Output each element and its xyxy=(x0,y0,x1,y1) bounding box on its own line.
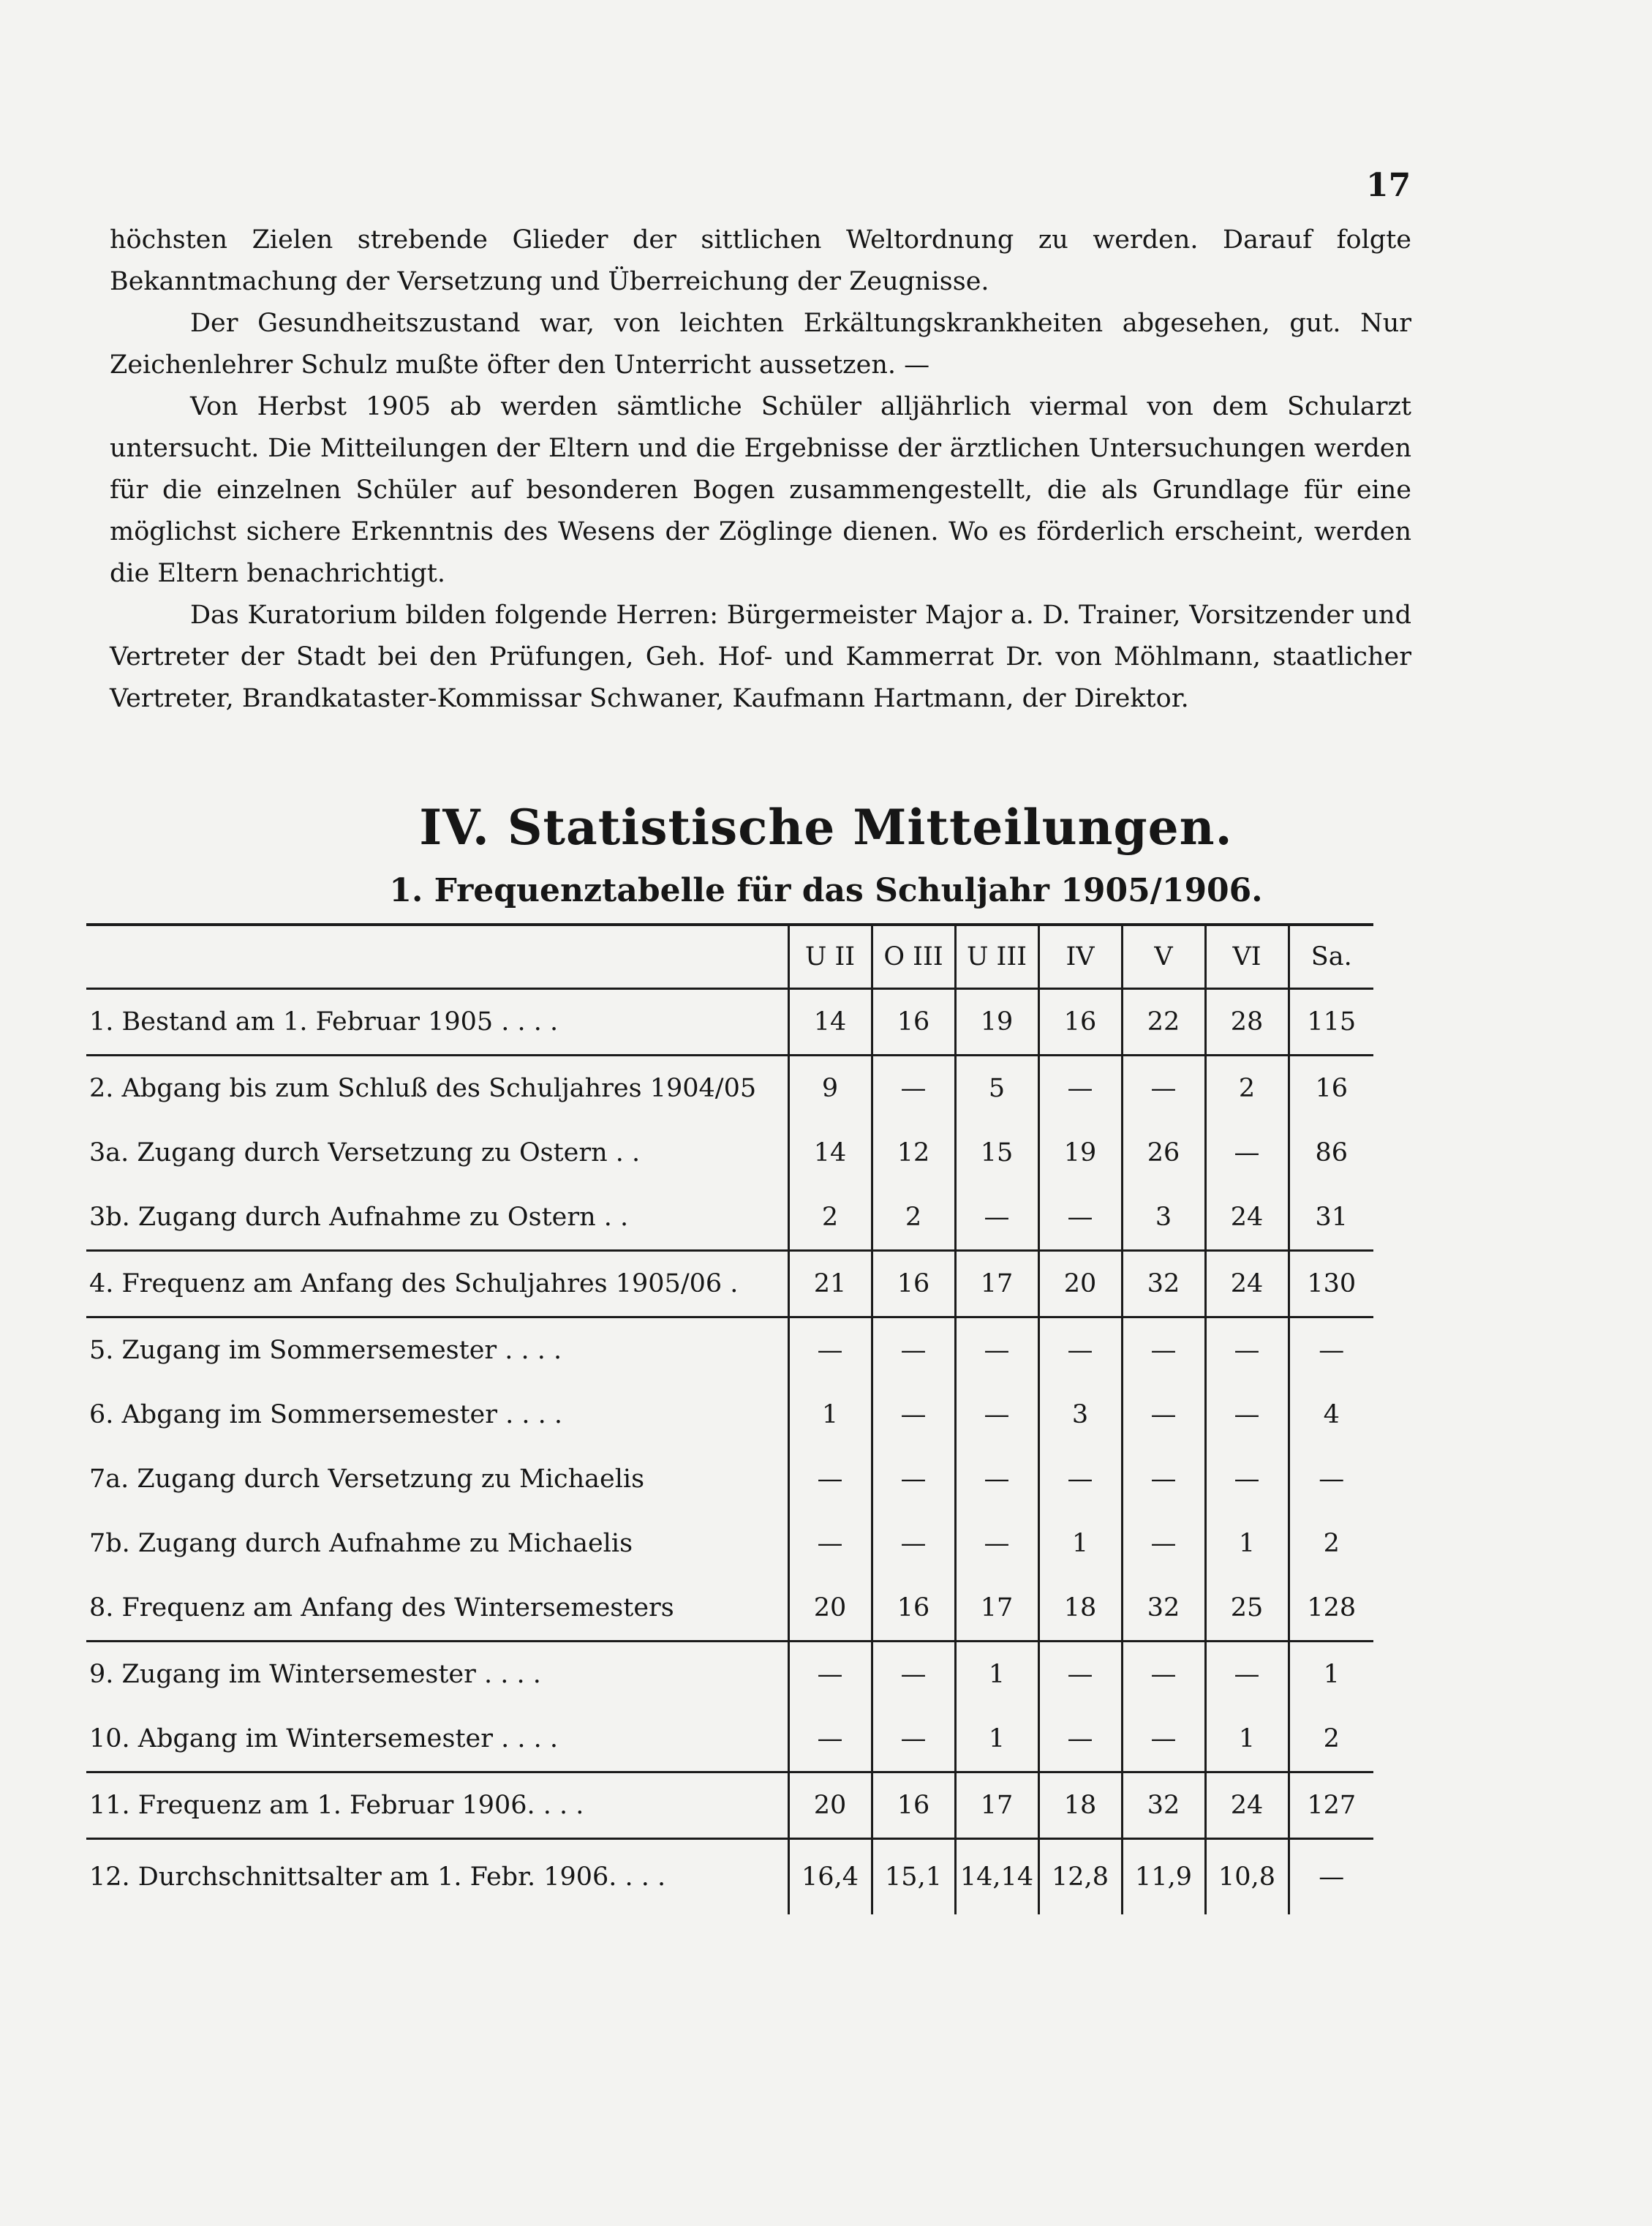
row-label: 5. Zugang im Sommersemester . . . . xyxy=(89,1336,562,1365)
table-cell: 2 xyxy=(872,1185,955,1251)
table-cell: — xyxy=(1205,1383,1289,1447)
table-cell: — xyxy=(788,1447,872,1511)
table-cell: — xyxy=(955,1317,1038,1383)
table-cell: — xyxy=(955,1185,1038,1251)
row-label: 6. Abgang im Sommersemester . . . . xyxy=(89,1400,562,1429)
table-cell: 1 xyxy=(1289,1642,1373,1707)
table-cell: — xyxy=(1122,1317,1205,1383)
table-cell: — xyxy=(872,1707,955,1772)
row-label: 3a. Zugang durch Versetzung zu Ostern . . xyxy=(89,1138,641,1167)
body-text xyxy=(110,219,1411,720)
table-cell: — xyxy=(955,1383,1038,1447)
page-number: 17 xyxy=(1366,167,1411,204)
table-cell: 12,8 xyxy=(1038,1839,1122,1915)
table-cell: 1 xyxy=(955,1642,1038,1707)
frequency-table xyxy=(86,923,1373,1914)
table-cell: 115 xyxy=(1289,989,1373,1056)
table-cell: 20 xyxy=(1038,1251,1122,1317)
table-cell: 16,4 xyxy=(788,1839,872,1915)
table-row xyxy=(86,1056,1373,1121)
table-cell: 24 xyxy=(1205,1251,1289,1317)
table-cell: — xyxy=(1122,1511,1205,1576)
table-cell: — xyxy=(788,1317,872,1383)
table-cell: 128 xyxy=(1289,1576,1373,1642)
table-row xyxy=(86,1511,1373,1576)
table-cell: 31 xyxy=(1289,1185,1373,1251)
table-cell: 2 xyxy=(1289,1707,1373,1772)
table-cell: 19 xyxy=(955,989,1038,1056)
table-cell: 127 xyxy=(1289,1772,1373,1839)
table-title: 1. Frequenztabelle für das Schuljahr 1905/1906. xyxy=(389,872,1263,909)
table-cell: — xyxy=(1205,1447,1289,1511)
table-cell: — xyxy=(872,1447,955,1511)
table-cell: 32 xyxy=(1122,1251,1205,1317)
table-cell: 1 xyxy=(955,1707,1038,1772)
table-row xyxy=(86,1707,1373,1772)
table-row xyxy=(86,1317,1373,1383)
table-cell: — xyxy=(1038,1185,1122,1251)
table-cell: — xyxy=(955,1511,1038,1576)
table-row xyxy=(86,989,1373,1056)
table-cell: 14,14 xyxy=(955,1839,1038,1915)
row-label: 3b. Zugang durch Aufnahme zu Ostern . . xyxy=(86,1185,788,1251)
table-cell: 12 xyxy=(872,1121,955,1185)
column-header: VI xyxy=(1205,925,1289,989)
row-label: 11. Frequenz am 1. Februar 1906. . . . xyxy=(86,1772,788,1839)
table-row xyxy=(86,1185,1373,1251)
table-cell: 4 xyxy=(1289,1383,1373,1447)
table-cell: — xyxy=(788,1511,872,1576)
table-header-row xyxy=(86,925,1373,989)
table-cell: — xyxy=(1205,1642,1289,1707)
table-cell: 25 xyxy=(1205,1576,1289,1642)
table-cell: 2 xyxy=(788,1185,872,1251)
table-cell: — xyxy=(1122,1383,1205,1447)
section-heading: IV. Statistische Mitteilungen. xyxy=(419,799,1233,856)
table-header-label-cell xyxy=(86,925,788,989)
table-cell: — xyxy=(788,1642,872,1707)
row-label: 8. Frequenz am Anfang des Wintersemesters xyxy=(86,1576,788,1642)
table-cell: — xyxy=(1038,1642,1122,1707)
table-cell: — xyxy=(955,1447,1038,1511)
table-cell: 19 xyxy=(1038,1121,1122,1185)
table-cell: — xyxy=(1122,1056,1205,1121)
row-label: 10. Abgang im Wintersemester . . . . xyxy=(86,1707,788,1772)
column-header: V xyxy=(1122,925,1205,989)
table-cell: 16 xyxy=(872,1251,955,1317)
row-label: 12. Durchschnittsalter am 1. Febr. 1906. . . . xyxy=(89,1862,666,1892)
paragraph-curatorium: Das Kuratorium bilden folgende Herren: Bürgermeister Major a. D. Trainer, Vorsitzender und Vertreter der Stadt bei den Prüfungen, Geh. Hof- und Kammerrat Dr. von Möhlmann, staatlicher Vertreter, Brandkataster-Kommissar Schwaner, Kaufmann Hartmann, der Direktor. xyxy=(110,601,1411,713)
table-cell: 17 xyxy=(955,1772,1038,1839)
table-cell: — xyxy=(1122,1642,1205,1707)
table-cell: 16 xyxy=(1038,989,1122,1056)
table-cell: 5 xyxy=(955,1056,1038,1121)
table-cell: 21 xyxy=(788,1251,872,1317)
table-cell: 14 xyxy=(788,989,872,1056)
table-cell: — xyxy=(872,1383,955,1447)
table-cell: 16 xyxy=(872,1772,955,1839)
table-cell: 15 xyxy=(955,1121,1038,1185)
row-label: 2. Abgang bis zum Schluß des Schuljahres 1904/05 xyxy=(89,1074,757,1103)
table-cell: 26 xyxy=(1122,1121,1205,1185)
table-cell: 18 xyxy=(1038,1576,1122,1642)
column-header: U II xyxy=(788,925,872,989)
table-cell: 24 xyxy=(1205,1185,1289,1251)
row-label: 7a. Zugang durch Versetzung zu Michaelis xyxy=(89,1464,645,1494)
table-cell: 3 xyxy=(1038,1383,1122,1447)
table-cell: 2 xyxy=(1205,1056,1289,1121)
table-cell: — xyxy=(1289,1317,1373,1383)
table-row xyxy=(86,1642,1373,1707)
table-cell: 14 xyxy=(788,1121,872,1185)
table-cell: 16 xyxy=(872,989,955,1056)
column-header: O III xyxy=(872,925,955,989)
table-body xyxy=(86,989,1373,1915)
table-cell: 9 xyxy=(788,1056,872,1121)
table-cell: — xyxy=(872,1056,955,1121)
table-cell: — xyxy=(872,1317,955,1383)
table-row xyxy=(86,1772,1373,1839)
table-cell: 2 xyxy=(1289,1511,1373,1576)
table-cell: 1 xyxy=(788,1383,872,1447)
table-cell: 1 xyxy=(1038,1511,1122,1576)
table-cell: 15,1 xyxy=(872,1839,955,1915)
table-cell: — xyxy=(1205,1317,1289,1383)
row-label: 1. Bestand am 1. Februar 1905 . . . . xyxy=(86,989,788,1056)
table-cell: — xyxy=(1122,1707,1205,1772)
table-cell: 1 xyxy=(1205,1707,1289,1772)
table-cell: 11,9 xyxy=(1122,1839,1205,1915)
table-cell: 16 xyxy=(1289,1056,1373,1121)
table-cell: 1 xyxy=(1205,1511,1289,1576)
row-label: 7b. Zugang durch Aufnahme zu Michaelis xyxy=(89,1529,633,1558)
table-row xyxy=(86,1576,1373,1642)
paragraph-health: Der Gesundheitszustand war, von leichten Erkältungskrankheiten abgesehen, gut. Nur Zeichenlehrer Schulz mußte öfter den Unterricht aussetzen. — xyxy=(110,309,1411,380)
column-header: Sa. xyxy=(1289,925,1373,989)
row-label: 4. Frequenz am Anfang des Schuljahres 1905/06 . xyxy=(86,1251,788,1317)
table-cell: 17 xyxy=(955,1576,1038,1642)
table-cell: 32 xyxy=(1122,1576,1205,1642)
table-cell: 16 xyxy=(872,1576,955,1642)
table-cell: 24 xyxy=(1205,1772,1289,1839)
table-cell: 32 xyxy=(1122,1772,1205,1839)
table-row xyxy=(86,1383,1373,1447)
paragraph-school-doctor: Von Herbst 1905 ab werden sämtliche Schüler alljährlich viermal von dem Schularzt untersucht. Die Mitteilungen der Eltern und die Ergebnisse der ärztlichen Untersuchungen werden für die einzelnen Schüler auf besonderen Bogen zusammengestellt, die als Grundlage für eine möglichst sichere Erkenntnis des Wesens der Zöglinge dienen. Wo es förderlich erscheint, werden die Eltern benachrichtigt. xyxy=(110,392,1411,588)
table-cell: — xyxy=(1289,1447,1373,1511)
table-cell: — xyxy=(1038,1707,1122,1772)
paragraph-closing-ceremony: höchsten Zielen strebende Glieder der sittlichen Weltordnung zu werden. Darauf folgte Bekanntmachung der Versetzung und Überreichung der Zeugnisse. xyxy=(110,225,1411,296)
table-cell: — xyxy=(1289,1839,1373,1915)
table-cell: 28 xyxy=(1205,989,1289,1056)
table-cell: — xyxy=(872,1642,955,1707)
table-cell: 130 xyxy=(1289,1251,1373,1317)
table-cell: — xyxy=(1205,1121,1289,1185)
table-cell: — xyxy=(1122,1447,1205,1511)
table-cell: — xyxy=(788,1707,872,1772)
table-row xyxy=(86,1447,1373,1511)
table-cell: — xyxy=(872,1511,955,1576)
table-cell: 20 xyxy=(788,1772,872,1839)
table-cell: — xyxy=(1038,1317,1122,1383)
column-header: IV xyxy=(1038,925,1122,989)
table-cell: 86 xyxy=(1289,1121,1373,1185)
table-cell: 3 xyxy=(1122,1185,1205,1251)
table-cell: 10,8 xyxy=(1205,1839,1289,1915)
table-row xyxy=(86,1121,1373,1185)
table-cell: — xyxy=(1038,1447,1122,1511)
table-row xyxy=(86,1839,1373,1915)
table-cell: 20 xyxy=(788,1576,872,1642)
table-cell: 18 xyxy=(1038,1772,1122,1839)
column-header: U III xyxy=(955,925,1038,989)
table-cell: 22 xyxy=(1122,989,1205,1056)
table-cell: — xyxy=(1038,1056,1122,1121)
table-cell: 17 xyxy=(955,1251,1038,1317)
table-row xyxy=(86,1251,1373,1317)
row-label: 9. Zugang im Wintersemester . . . . xyxy=(89,1660,541,1689)
